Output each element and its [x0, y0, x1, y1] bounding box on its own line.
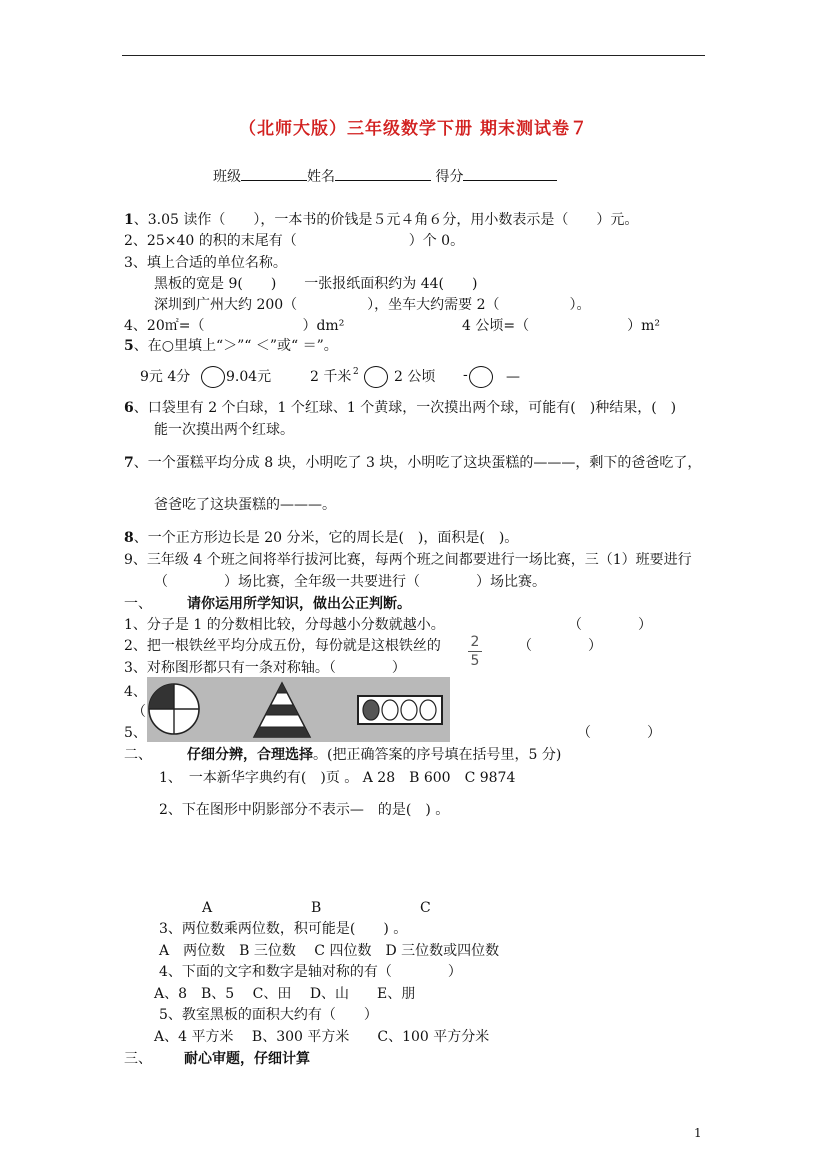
four-circles-figure [358, 696, 442, 724]
header-info-row [213, 166, 557, 186]
question-9-line1: 9、三年级 4 个班之间将举行拔河比赛，每两个班之间都要进行一场比赛，三（1）班要进行 [124, 552, 692, 568]
compare-circle-3[interactable] [469, 366, 493, 388]
judge-3: 3、对称图形都只有一条对称轴。（ ） [124, 660, 406, 676]
question-4-right: 4 公顷=（ ）m² [462, 318, 660, 334]
judge-5: 5、 [124, 725, 147, 741]
choice-4-options: A、8 B、5 C、田 D、山 E、朋 [154, 986, 416, 1002]
choice-5: 5、教室黑板的面积大约有（ ） [159, 1007, 378, 1023]
judge-4-paren: （ [132, 704, 146, 720]
section-2-heading-row: 仔细分辨，合理选择。(把正确答案的序号填在括号里，5 分) [187, 747, 562, 763]
class-blank[interactable] [241, 166, 307, 181]
question-3: 3、填上合适的单位名称。 [124, 255, 287, 271]
choice-1: 1、 一本新华字典约有( )页 。 A 28 B 600 C 9874 [159, 770, 516, 786]
judge-1-text: 1、分子是 1 的分数相比较，分母越小分数就越小。 [124, 617, 445, 633]
judge-2-paren[interactable]: （ ） [518, 638, 602, 654]
compare-c-sup: 2 [353, 367, 359, 377]
choice-4: 4、下面的文字和数字是轴对称的有（ ） [159, 964, 462, 980]
compare-circle-1[interactable] [201, 366, 225, 388]
choice-3: 3、两位数乘两位数，积可能是( ) 。 [159, 921, 408, 937]
question-6-line1: 6、口袋里有 2 个白球，1 个红球、1 个黄球，一次摸出两个球，可能有( )种结果，( ) [124, 400, 677, 416]
section-1-number: 一、 [124, 596, 152, 612]
fraction-two-fifths: 2 5 [468, 634, 482, 669]
question-8: 8、一个正方形边长是 20 分米，它的周长是( )，面积是( )。 [124, 530, 519, 546]
compare-dash-left: - [463, 367, 468, 383]
judge-4: 4、 [124, 684, 147, 700]
section-2-number: 二、 [124, 747, 152, 763]
layered-triangle-figure [254, 683, 310, 737]
judge-1-paren[interactable]: （ ） [568, 617, 652, 633]
class-label: 班级 [213, 169, 241, 185]
name-label: 姓名 [307, 169, 335, 185]
question-7-line1: 7、一个蛋糕平均分成 8 块，小明吃了 3 块，小明吃了这块蛋糕的———，剩下的爸爸吃了， [124, 455, 702, 471]
compare-b: 9.04元 [226, 369, 272, 385]
question-2: 2、25×40 的积的末尾有（ ）个 0。 [124, 233, 465, 249]
question-9-line2: （ ）场比赛，全年级一共要进行（ ）场比赛。 [154, 574, 546, 590]
choice-2: 2、下在图形中阴影部分不表示— 的是( ) 。 [159, 802, 450, 818]
question-7-line2: 爸爸吃了这块蛋糕的———。 [154, 497, 336, 513]
score-label: 得分 [435, 169, 464, 185]
question-5: 5、在○里填上“＞”“ ＜”或“ ＝”。 [124, 338, 338, 354]
top-rule [122, 55, 705, 56]
compare-c: 2 千米 [310, 369, 352, 385]
question-3b: 深圳到广州大约 200（ ），坐车大约需要 2（ ）。 [154, 297, 591, 313]
score-blank[interactable] [463, 166, 557, 181]
judge-5-paren[interactable]: （ ） [577, 725, 661, 741]
name-blank[interactable] [335, 166, 431, 181]
section-1-heading: 请你运用所学知识，做出公正判断。 [187, 596, 411, 612]
shape-figures-image [147, 677, 450, 742]
compare-e: — [506, 369, 520, 385]
choice-2-option-c: C [420, 900, 431, 916]
compare-a: 9元 4分 [140, 369, 191, 385]
choice-5-options: A、4 平方米 B、300 平方米 C、100 平方分米 [154, 1029, 490, 1045]
compare-d: 2 公顷 [394, 369, 436, 385]
page-title: （北师大版）三年级数学下册 期末测试卷７ [239, 119, 588, 139]
section-3-heading: 耐心审题，仔细计算 [184, 1051, 310, 1067]
choice-2-option-b: B [311, 900, 322, 916]
question-1: 1、3.05 读作（ ），一本书的价钱是５元４角６分，用小数表示是（ ）元。 [124, 212, 639, 228]
question-6-line2: 能一次摸出两个红球。 [154, 422, 294, 438]
judge-2-text: 2、把一根铁丝平均分成五份，每份就是这根铁丝的 [124, 638, 441, 654]
choice-2-option-a: A [202, 900, 213, 916]
compare-circle-2[interactable] [364, 366, 388, 388]
question-4-left: 4、20㎡=（ ）dm² [124, 318, 345, 334]
section-3-number: 三、 [124, 1051, 152, 1067]
quartered-circle-figure [149, 684, 199, 734]
page-number: 1 [694, 1126, 702, 1140]
question-3a: 黑板的宽是 9( ) 一张报纸面积约为 44( ) [154, 276, 478, 292]
choice-3-options: A 两位数 B 三位数 C 四位数 D 三位数或四位数 [159, 943, 500, 959]
